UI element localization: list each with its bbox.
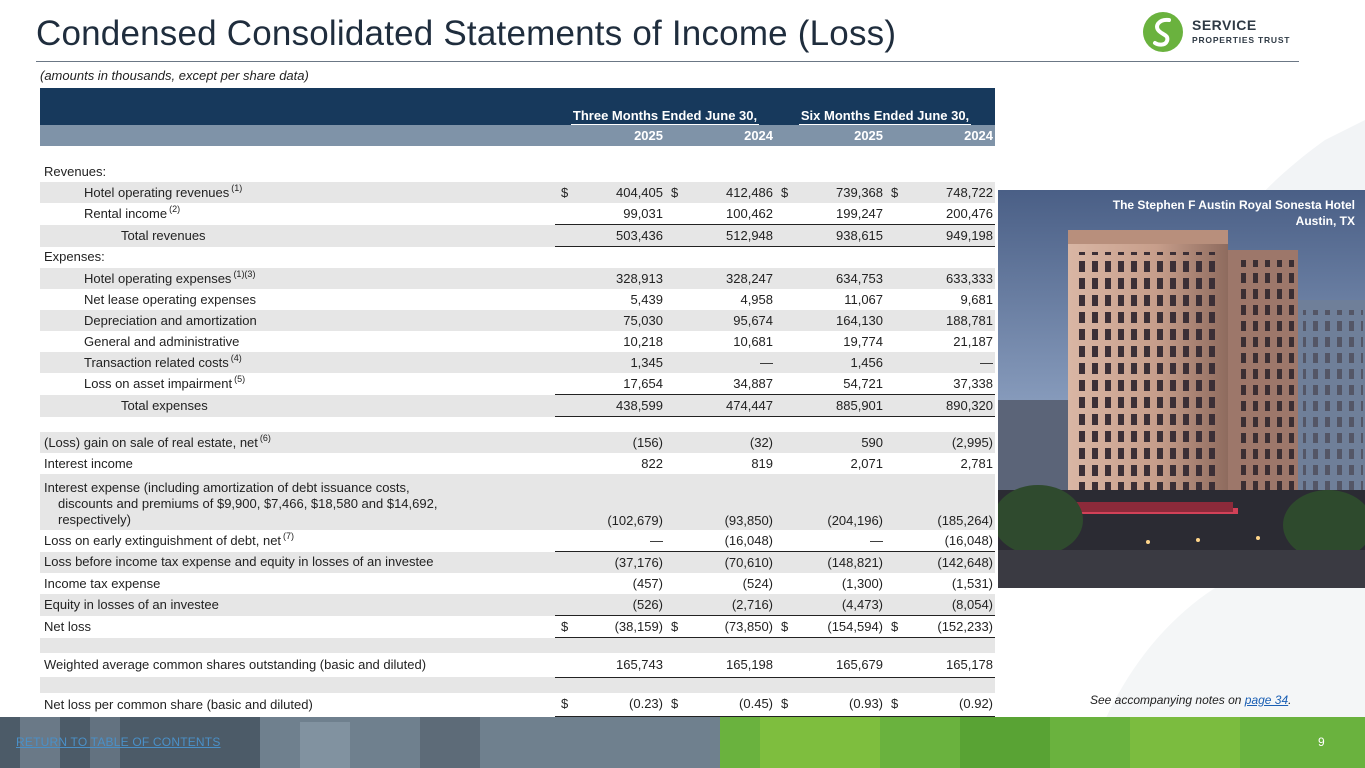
table-row bbox=[40, 616, 995, 638]
row-label: Weighted average common shares outstanding (basic and diluted) bbox=[44, 657, 427, 672]
cell-value: (2,716) bbox=[677, 594, 775, 616]
cell-value: 590 bbox=[787, 432, 885, 453]
cell-value: 503,436 bbox=[567, 225, 665, 247]
table-row bbox=[40, 331, 995, 352]
cell-value: 200,476 bbox=[897, 203, 995, 225]
logo-text-line1: SERVICE bbox=[1192, 17, 1257, 33]
cell-value: (152,233) bbox=[897, 616, 995, 638]
cell-value: (102,679) bbox=[567, 474, 665, 530]
group-header-six-months: Six Months Ended June 30, bbox=[800, 108, 970, 123]
table-row bbox=[40, 289, 995, 310]
row-label: Rental income bbox=[84, 205, 168, 221]
cell-value: 748,722 bbox=[897, 182, 995, 203]
cell-value: 512,948 bbox=[677, 225, 775, 247]
cell-value: 2,071 bbox=[850, 455, 884, 471]
cell-value: 885,901 bbox=[787, 395, 885, 417]
table-row bbox=[40, 594, 995, 616]
cell-value: 949,198 bbox=[897, 225, 995, 247]
table-row bbox=[40, 693, 995, 717]
year-header: 2024 bbox=[897, 125, 995, 146]
photo-caption-line1: The Stephen F Austin Royal Sonesta Hotel bbox=[1112, 198, 1355, 212]
table-header-years bbox=[40, 125, 995, 146]
cell-value: (1,531) bbox=[951, 575, 994, 591]
cell-value: 474,447 bbox=[677, 395, 775, 417]
row-label: Net loss per common share (basic and diluted) bbox=[44, 696, 313, 712]
footnote-ref: (4) bbox=[230, 352, 242, 363]
cell-value: 188,781 bbox=[897, 310, 995, 331]
income-statement-table bbox=[40, 88, 994, 717]
table-row bbox=[40, 247, 995, 269]
cell-value: 165,178 bbox=[897, 653, 995, 677]
cell-value: (0.93) bbox=[787, 693, 885, 717]
row-label: Income tax expense bbox=[44, 575, 161, 591]
cell-value: 10,681 bbox=[733, 333, 774, 349]
cell-value: 633,333 bbox=[897, 268, 995, 289]
photo-caption bbox=[1113, 197, 1355, 229]
cell-value: — bbox=[787, 530, 885, 552]
footnote-ref: (5) bbox=[234, 373, 246, 384]
row-label: Hotel operating expenses bbox=[84, 270, 232, 286]
cell-value: 822 bbox=[641, 455, 663, 471]
cell-value: 412,486 bbox=[677, 182, 775, 203]
dollar-sign: $ bbox=[665, 616, 677, 638]
footnote-ref: (1) bbox=[231, 182, 243, 193]
cell-value: (156) bbox=[567, 432, 665, 453]
table-row bbox=[40, 573, 995, 594]
cell-value: (0.92) bbox=[897, 693, 995, 717]
cell-value: 199,247 bbox=[787, 203, 885, 225]
cell-value: (0.45) bbox=[677, 693, 775, 717]
cell-value: (526) bbox=[567, 594, 665, 616]
row-label: General and administrative bbox=[84, 333, 240, 349]
cell-value: (4,473) bbox=[787, 594, 885, 616]
table-row bbox=[40, 310, 995, 331]
cell-value: (38,159) bbox=[567, 616, 665, 638]
notes-suffix: . bbox=[1288, 693, 1292, 707]
year-header: 2025 bbox=[567, 125, 665, 146]
dollar-sign: $ bbox=[665, 182, 677, 203]
dollar-sign: $ bbox=[885, 182, 897, 203]
cell-value: 165,198 bbox=[677, 653, 775, 677]
table-row bbox=[40, 474, 995, 530]
cell-value: 54,721 bbox=[787, 373, 885, 395]
cell-value: — bbox=[677, 352, 775, 373]
company-logo bbox=[1142, 11, 1302, 55]
table-row bbox=[40, 268, 995, 289]
cell-value: 1,456 bbox=[787, 352, 885, 373]
row-label bbox=[40, 474, 555, 530]
row-label: Hotel operating revenues bbox=[84, 184, 230, 200]
cell-value: 404,405 bbox=[567, 182, 665, 203]
dollar-sign: $ bbox=[775, 616, 787, 638]
cell-value: 165,679 bbox=[787, 653, 885, 677]
cell-value: 634,753 bbox=[787, 268, 885, 289]
cell-value: 17,654 bbox=[567, 373, 665, 395]
dollar-sign: $ bbox=[885, 616, 897, 638]
cell-value: 37,338 bbox=[897, 373, 995, 395]
cell-value: (148,821) bbox=[787, 552, 885, 574]
row-label: Loss on asset impairment bbox=[84, 375, 233, 391]
logo-text-line2: PROPERTIES TRUST bbox=[1192, 35, 1291, 45]
row-label: Revenues: bbox=[44, 163, 107, 179]
logo-mark-icon bbox=[1142, 11, 1184, 53]
cell-value: 4,958 bbox=[740, 291, 774, 307]
row-label-line: Interest expense (including amortization of debt issuance costs, bbox=[44, 480, 410, 495]
row-label: Depreciation and amortization bbox=[40, 310, 555, 331]
table-row bbox=[40, 225, 995, 247]
cell-value: (0.23) bbox=[567, 693, 665, 717]
cell-value: (70,610) bbox=[677, 552, 775, 574]
cell-value: (524) bbox=[742, 575, 774, 591]
hotel-photo-illustration bbox=[998, 190, 1365, 588]
cell-value: 10,218 bbox=[623, 333, 663, 349]
cell-value: 5,439 bbox=[630, 291, 663, 307]
cell-value: 95,674 bbox=[677, 310, 775, 331]
cell-value: — bbox=[567, 530, 665, 552]
cell-value: 1,345 bbox=[567, 352, 665, 373]
cell-value: (93,850) bbox=[677, 474, 775, 530]
table-row bbox=[40, 530, 995, 552]
cell-value: (37,176) bbox=[567, 552, 665, 574]
dollar-sign: $ bbox=[665, 693, 677, 717]
title-divider bbox=[36, 61, 1299, 62]
accompanying-notes bbox=[1090, 693, 1292, 707]
hotel-photo bbox=[998, 190, 1365, 588]
row-label: Loss before income tax expense and equity in losses of an investee bbox=[40, 552, 555, 574]
cell-value: 21,187 bbox=[953, 333, 994, 349]
notes-page-link[interactable]: page 34 bbox=[1244, 693, 1289, 707]
row-label: Interest income bbox=[44, 455, 133, 471]
footnote-ref: (6) bbox=[259, 432, 271, 443]
cell-value: 75,030 bbox=[567, 310, 665, 331]
cell-value: (457) bbox=[632, 575, 663, 591]
cell-value: (185,264) bbox=[897, 474, 995, 530]
table-row bbox=[40, 373, 995, 395]
cell-value: 328,247 bbox=[677, 268, 775, 289]
cell-value: 938,615 bbox=[787, 225, 885, 247]
row-label: Transaction related costs bbox=[84, 354, 229, 370]
table-row bbox=[40, 653, 995, 677]
return-to-toc-link[interactable]: RETURN TO TABLE OF CONTENTS bbox=[16, 735, 221, 749]
table-row bbox=[40, 552, 995, 574]
cell-value: 438,599 bbox=[567, 395, 665, 417]
notes-prefix: See accompanying notes on bbox=[1090, 693, 1245, 707]
cell-value: 34,887 bbox=[677, 373, 775, 395]
footnote-ref: (7) bbox=[283, 530, 295, 541]
cell-value: 99,031 bbox=[567, 203, 665, 225]
cell-value: 164,130 bbox=[787, 310, 885, 331]
row-label: Expenses: bbox=[44, 249, 105, 265]
cell-value: (142,648) bbox=[897, 552, 995, 574]
dollar-sign: $ bbox=[775, 693, 787, 717]
cell-value: (154,594) bbox=[787, 616, 885, 638]
cell-value: (32) bbox=[677, 432, 775, 453]
cell-value: (204,196) bbox=[787, 474, 885, 530]
dollar-sign: $ bbox=[885, 693, 897, 717]
row-label: Net loss bbox=[44, 618, 91, 634]
cell-value: (1,300) bbox=[841, 575, 884, 591]
cell-value: 19,774 bbox=[843, 333, 884, 349]
row-label-line: discounts and premiums of $9,900, $7,466, $18,580 and $14,692, bbox=[58, 496, 438, 511]
footnote-ref: (1)(3) bbox=[233, 268, 256, 279]
dollar-sign: $ bbox=[555, 616, 567, 638]
cell-value: (8,054) bbox=[897, 594, 995, 616]
cell-value: 165,743 bbox=[567, 653, 665, 677]
cell-value: (16,048) bbox=[677, 530, 775, 552]
dollar-sign: $ bbox=[555, 182, 567, 203]
table-row bbox=[40, 161, 995, 182]
dollar-sign: $ bbox=[775, 182, 787, 203]
year-header: 2025 bbox=[787, 125, 885, 146]
group-header-three-months: Three Months Ended June 30, bbox=[572, 108, 758, 123]
cell-value: 100,462 bbox=[677, 203, 775, 225]
row-label: Net lease operating expenses bbox=[84, 291, 257, 307]
table-row bbox=[40, 395, 995, 417]
table-header-groups bbox=[40, 88, 995, 125]
cell-value: — bbox=[897, 352, 995, 373]
cell-value: 9,681 bbox=[960, 291, 994, 307]
amounts-note: (amounts in thousands, except per share data) bbox=[40, 68, 309, 83]
table-row bbox=[40, 453, 995, 474]
cell-value: (73,850) bbox=[677, 616, 775, 638]
table-row bbox=[40, 203, 995, 225]
cell-value: 11,067 bbox=[844, 291, 884, 307]
row-label: Total expenses bbox=[40, 395, 555, 417]
photo-caption-line2: Austin, TX bbox=[1295, 214, 1355, 228]
row-label-line: respectively) bbox=[58, 512, 131, 527]
cell-value: 739,368 bbox=[787, 182, 885, 203]
year-header: 2024 bbox=[677, 125, 775, 146]
cell-value: 819 bbox=[751, 455, 774, 471]
table-row bbox=[40, 182, 995, 203]
dollar-sign: $ bbox=[555, 693, 567, 717]
table-row bbox=[40, 352, 995, 373]
cell-value: (2,995) bbox=[897, 432, 995, 453]
row-label: Loss on early extinguishment of debt, net bbox=[44, 532, 282, 548]
table-row bbox=[40, 432, 995, 453]
footnote-ref: (2) bbox=[169, 203, 181, 214]
cell-value: 2,781 bbox=[960, 455, 994, 471]
cell-value: 328,913 bbox=[567, 268, 665, 289]
cell-value: (16,048) bbox=[897, 530, 995, 552]
cell-value: 890,320 bbox=[897, 395, 995, 417]
page-number: 9 bbox=[1318, 735, 1325, 749]
row-label: Total revenues bbox=[40, 225, 555, 247]
row-label: Equity in losses of an investee bbox=[40, 594, 555, 616]
page-title: Condensed Consolidated Statements of Income (Loss) bbox=[36, 14, 897, 53]
row-label: (Loss) gain on sale of real estate, net bbox=[44, 434, 258, 450]
